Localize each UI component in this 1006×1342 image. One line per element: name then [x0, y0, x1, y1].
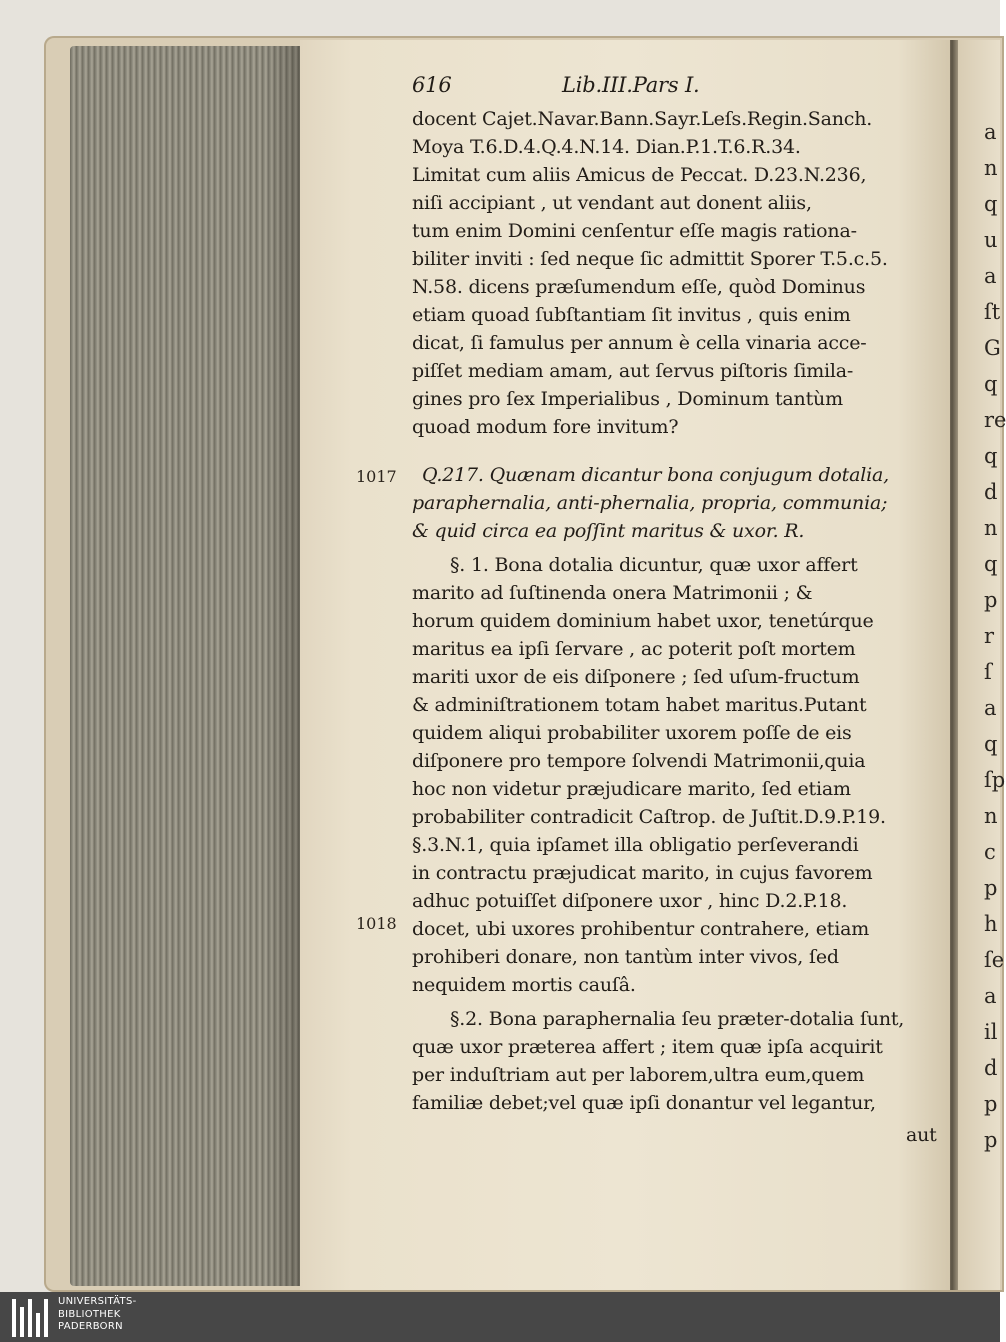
library-name-line: UNIVERSITÄTS- — [58, 1296, 137, 1307]
page-block-edge — [70, 46, 306, 1286]
facing-page-letter: ſp — [984, 768, 1006, 792]
text-line: horum quidem dominium habet uxor, tenetúrque — [412, 610, 874, 632]
marginal-number: 1017 — [356, 467, 397, 486]
facing-page-letter: r — [984, 624, 995, 648]
text-line: in contractu præjudicat marito, in cujus favorem — [412, 862, 873, 884]
text-line: §.3.N.1, quia ipſamet illa obligatio perſeverandi — [412, 834, 859, 856]
text-line: familiæ debet;vel quæ ipſi donantur vel legantur, — [412, 1092, 876, 1114]
text-line: niſi accipiant , ut vendant aut donent aliis, — [412, 192, 812, 214]
question-heading: paraphernalia, anti-phernalia, propria, communia; — [412, 492, 888, 514]
facing-page-letter: c — [984, 840, 996, 864]
facing-page-letter: n — [984, 804, 998, 828]
page-number: 616 — [412, 73, 452, 97]
facing-page-letter: u — [984, 228, 998, 252]
facing-page-letter: p — [984, 1128, 998, 1152]
text-line: N.58. dicens præſumendum eſſe, quòd Dominus — [412, 276, 866, 298]
facing-page-letter: a — [984, 984, 997, 1008]
facing-page-letter: p — [984, 588, 998, 612]
text-line: biliter inviti : ſed neque ſic admittit Sporer T.5.c.5. — [412, 248, 888, 270]
text-line: & adminiſtrationem totam habet maritus.Putant — [412, 694, 867, 716]
text-line: tum enim Domini cenſentur eſſe magis rationa- — [412, 220, 857, 242]
marginal-number: 1018 — [356, 914, 397, 933]
library-footer-bar — [0, 1292, 1000, 1342]
text-line: Limitat cum aliis Amicus de Peccat. D.23.N.236, — [412, 164, 867, 186]
facing-page-letter: a — [984, 264, 997, 288]
text-line: hoc non videtur præjudicare marito, ſed etiam — [412, 778, 851, 800]
text-line: per induſtriam aut per laborem,ultra eum,quem — [412, 1064, 865, 1086]
facing-page-letter: q — [984, 192, 998, 216]
facing-page-letter: ſe — [984, 948, 1005, 972]
facing-page-fragment — [958, 40, 1006, 1290]
facing-page-letter: ſt — [984, 300, 1001, 324]
facing-page-letter: a — [984, 696, 997, 720]
facing-page-letter: G — [984, 336, 1001, 360]
text-line: probabiliter contradicit Caſtrop. de Juſtit.D.9.P.19. — [412, 806, 886, 828]
question-heading: Q.217. Quænam dicantur bona conjugum dotalia, — [422, 464, 889, 486]
facing-page-letter: d — [984, 1056, 998, 1080]
facing-page-letter: d — [984, 480, 998, 504]
text-line: docet, ubi uxores prohibentur contrahere, etiam — [412, 918, 870, 940]
text-line: quidem aliqui probabiliter uxorem poſſe de eis — [412, 722, 852, 744]
library-name-line: PADERBORN — [58, 1321, 123, 1332]
text-line: maritus ea ipſi ſervare , ac poterit poſt mortem — [412, 638, 856, 660]
facing-page-letter: il — [984, 1020, 998, 1044]
library-name — [58, 1296, 137, 1334]
text-line: §.2. Bona paraphernalia ſeu præter-dotalia ſunt, — [450, 1008, 905, 1030]
facing-page-letter: q — [984, 372, 998, 396]
catchword: aut — [906, 1124, 937, 1146]
library-name-line: BIBLIOTHEK — [58, 1308, 121, 1320]
book-page — [300, 40, 950, 1290]
text-line: marito ad ſuſtinenda onera Matrimonii ; & — [412, 582, 813, 604]
text-line: prohiberi donare, non tantùm inter vivos, ſed — [412, 946, 839, 968]
facing-page-letter: p — [984, 876, 998, 900]
text-line: Moya T.6.D.4.Q.4.N.14. Dian.P.1.T.6.R.34. — [412, 136, 801, 158]
facing-page-letter: h — [984, 912, 998, 936]
facing-page-letter: q — [984, 732, 998, 756]
text-line: nequidem mortis cauſâ. — [412, 974, 636, 996]
library-logo-icon — [12, 1299, 48, 1337]
text-line: gines pro ſex Imperialibus , Dominum tantùm — [412, 388, 843, 410]
facing-page-letter: q — [984, 444, 998, 468]
text-line: docent Cajet.Navar.Bann.Sayr.Leſs.Regin.Sanch. — [412, 108, 873, 130]
facing-page-letter: ſ — [984, 660, 992, 684]
text-line: etiam quoad ſubſtantiam ſit invitus , quis enim — [412, 304, 851, 326]
text-line: dicat, ſi famulus per annum è cella vinaria acce- — [412, 332, 867, 354]
text-line: diſponere pro tempore ſolvendi Matrimonii,quia — [412, 750, 866, 772]
text-line: piſſet mediam amam, aut ſervus piſtoris ſimila- — [412, 360, 854, 382]
text-line: mariti uxor de eis diſponere ; ſed uſum-fructum — [412, 666, 860, 688]
question-heading: & quid circa ea poſſint maritus & uxor. R. — [412, 520, 805, 542]
facing-page-letter: n — [984, 516, 998, 540]
facing-page-letter: p — [984, 1092, 998, 1116]
text-line: §. 1. Bona dotalia dicuntur, quæ uxor affert — [450, 554, 858, 576]
text-line: adhuc potuiſſet diſponere uxor , hinc D.2.P.18. — [412, 890, 848, 912]
facing-page-letter: q — [984, 552, 998, 576]
facing-page-letter: a — [984, 120, 997, 144]
text-line: quæ uxor præterea affert ; item quæ ipſa acquirit — [412, 1036, 883, 1058]
text-line: quoad modum fore invitum? — [412, 416, 679, 438]
facing-page-letter: n — [984, 156, 998, 180]
running-title: Lib.III.Pars I. — [562, 73, 700, 97]
facing-page-letter: re — [984, 408, 1006, 432]
